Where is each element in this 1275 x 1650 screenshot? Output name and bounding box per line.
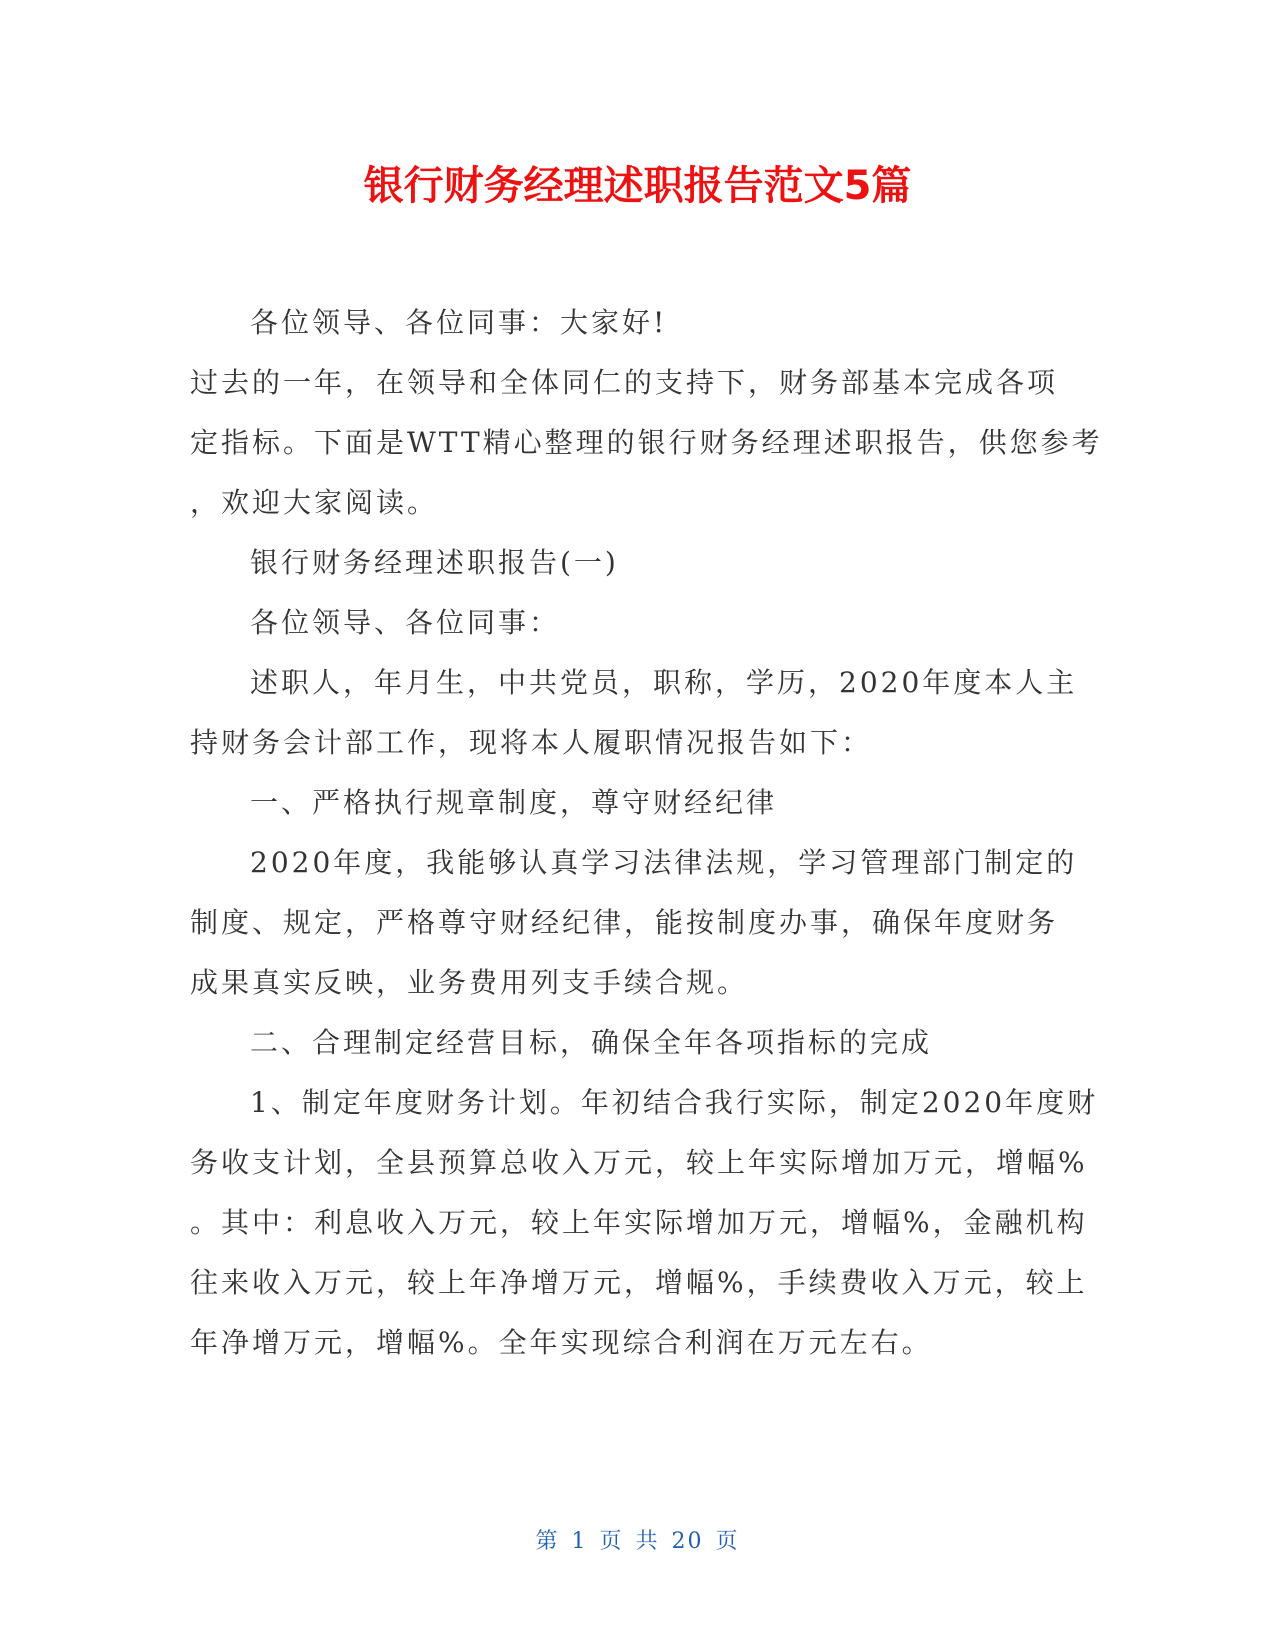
heading-part-two: 二、合理制定经营目标，确保全年各项指标的完成 — [250, 1026, 933, 1059]
section-heading-report-one: 银行财务经理述职报告(一) — [250, 546, 619, 579]
paragraph-line: 述职人，年月生，中共党员，职称，学历，2020年度本人主 — [250, 666, 1078, 699]
greeting-line: 各位领导、各位同事：大家好! — [250, 306, 668, 339]
intro-line-1: 过去的一年，在领导和全体同仁的支持下，财务部基本完成各项 — [190, 366, 1059, 399]
footer-total-pages: 20 — [671, 1529, 704, 1554]
paragraph-line: 务收支计划，全县预算总收入万元，较上年实际增加万元，增幅% — [190, 1146, 1088, 1179]
footer-page-number: 1 — [571, 1529, 588, 1554]
paragraph-line: 往来收入万元，较上年净增万元，增幅%，手续费收入万元，较上 — [190, 1266, 1088, 1299]
intro-line-3: ，欢迎大家阅读。 — [190, 486, 439, 519]
heading-part-one: 一、严格执行规章制度，尊守财经纪律 — [250, 786, 778, 819]
footer-of: 共 — [635, 1529, 660, 1554]
paragraph-line: 持财务会计部工作，现将本人履职情况报告如下： — [190, 726, 873, 759]
paragraph-line: 1、制定年度财务计划。年初结合我行实际，制定2020年度财 — [250, 1086, 1099, 1119]
footer-prefix: 第 — [535, 1529, 560, 1554]
paragraph-line: 2020年度，我能够认真学习法律法规，学习管理部门制定的 — [250, 846, 1078, 879]
document-title: 银行财务经理述职报告范文5篇 — [363, 163, 912, 209]
paragraph-line: 年净增万元，增幅%。全年实现综合利润在万元左右。 — [190, 1326, 933, 1359]
document-body — [190, 293, 1103, 1373]
intro-line-2: 定指标。下面是WTT精心整理的银行财务经理述职报告，供您参考 — [190, 426, 1103, 459]
footer-suffix: 页 — [715, 1529, 740, 1554]
paragraph-line: 制度、规定，严格尊守财经纪律，能按制度办事，确保年度财务 — [190, 906, 1059, 939]
paragraph-line: 。其中：利息收入万元，较上年实际增加万元，增幅%，金融机构 — [190, 1206, 1088, 1239]
page-footer — [0, 1527, 1275, 1557]
paragraph-line: 成果真实反映，业务费用列支手续合规。 — [190, 966, 749, 999]
footer-mid: 页 — [599, 1529, 624, 1554]
salutation-line: 各位领导、各位同事： — [250, 606, 561, 639]
